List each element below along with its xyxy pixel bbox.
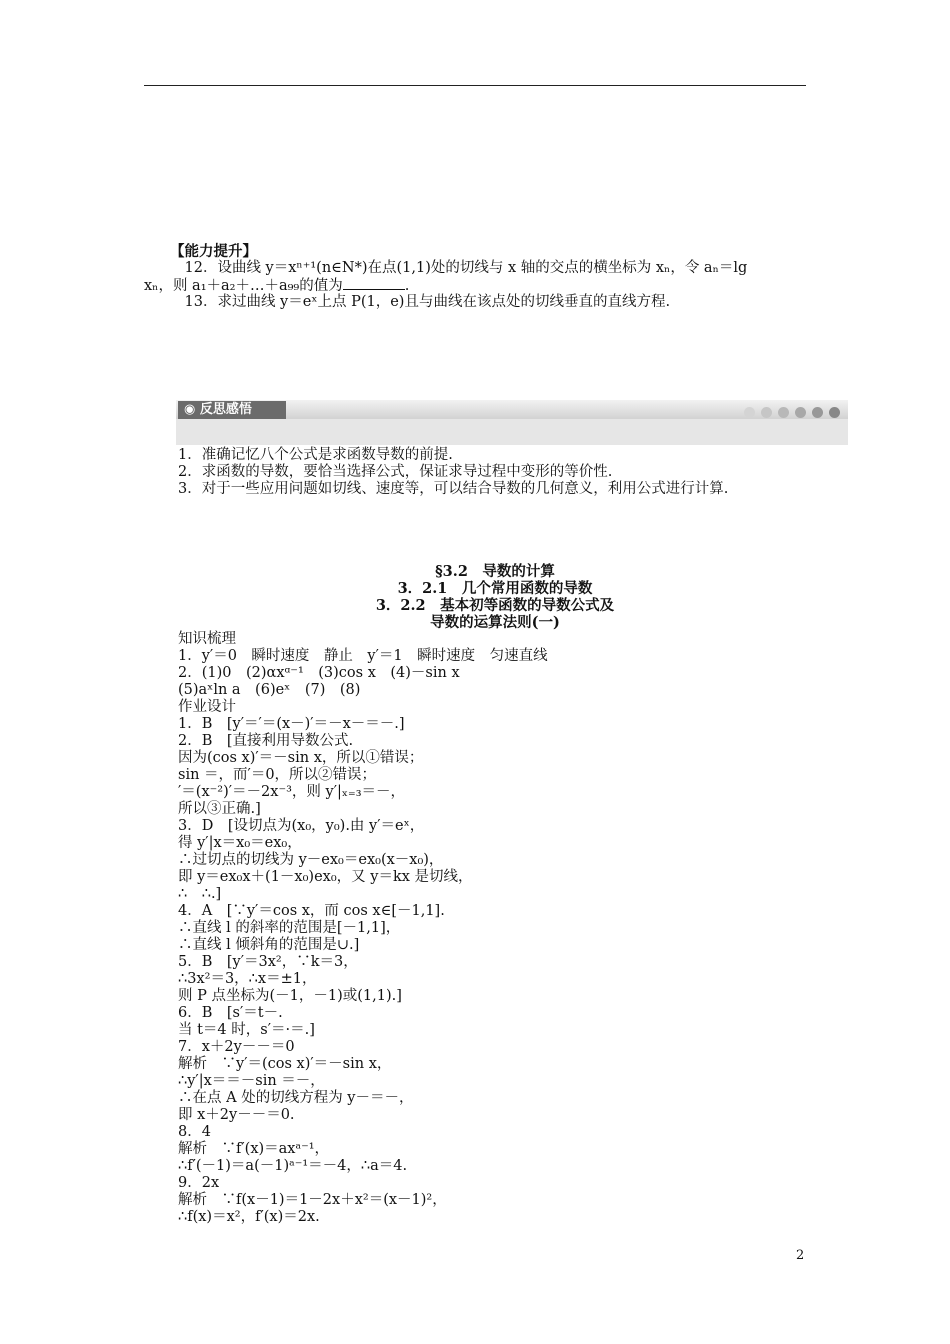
answer-line: 5．B [y′＝3x²，∵k＝3， bbox=[178, 954, 358, 970]
reflection-banner bbox=[176, 400, 848, 445]
answer-line: 则 P 点坐标为(－1，－1)或(1,1).] bbox=[178, 988, 402, 1004]
answer-line: 所以③正确.] bbox=[178, 801, 261, 817]
answer-line: 知识梳理 bbox=[178, 631, 236, 647]
answer-lines bbox=[178, 631, 548, 1226]
answer-line: 2．(1)0 (2)αxᵅ⁻¹ (3)cos x (4)－sin x bbox=[178, 665, 460, 681]
answer-blank bbox=[343, 277, 405, 290]
answer-line: 9．2x bbox=[178, 1175, 220, 1191]
answer-line: ∴在点 A 处的切线方程为 y－＝－， bbox=[178, 1090, 414, 1106]
answer-line: 即 x＋2y－－＝0. bbox=[178, 1107, 295, 1123]
reflection-list bbox=[178, 447, 728, 498]
page-number: 2 bbox=[796, 1248, 805, 1263]
answer-line: ∴直线 l 的斜率的范围是[－1,1]， bbox=[178, 920, 401, 936]
ability-heading: 【能力提升】 bbox=[170, 243, 257, 260]
question-12-text: xₙ，则 a₁＋a₂＋…＋a₉₉的值为 bbox=[144, 278, 343, 294]
answer-line: 7．x＋2y－－＝0 bbox=[178, 1039, 295, 1055]
answer-line: ∴ ∴.] bbox=[178, 886, 222, 902]
subsection-title: 3．2.1 几个常用函数的导数 bbox=[397, 580, 593, 597]
banner-body-bar bbox=[176, 419, 848, 445]
answer-line: 6．B [s′＝t－. bbox=[178, 1005, 283, 1021]
question-12-line1: 12．设曲线 y＝xⁿ⁺¹(n∈N*)在点(1,1)处的切线与 x 轴的交点的横坐标为 xₙ，令 aₙ＝lg bbox=[170, 260, 748, 276]
answer-line: 得 y′|x＝x₀＝ex₀， bbox=[178, 835, 302, 851]
answer-line: 2．B [直接利用导数公式. bbox=[178, 733, 354, 749]
reflection-item: 3．对于一些应用问题如切线、速度等，可以结合导数的几何意义，利用公式进行计算. bbox=[178, 481, 729, 497]
reflection-item: 1．准确记忆八个公式是求函数导数的前提. bbox=[178, 447, 453, 463]
answer-line: (5)aˣln a (6)eˣ (7) (8) bbox=[178, 682, 361, 698]
dot-icon bbox=[778, 407, 789, 418]
answer-line: ′＝(x⁻²)′＝－2x⁻³，则 y′|ₓ₌₃＝－， bbox=[178, 784, 406, 800]
header-rule bbox=[144, 85, 806, 86]
answer-line: 3．D [设切点为(x₀，y₀).由 y′＝eˣ， bbox=[178, 818, 425, 834]
question-12-end: . bbox=[404, 278, 410, 294]
answer-line: 8．4 bbox=[178, 1124, 211, 1140]
answer-line: ∴3x²＝3，∴x＝±1， bbox=[178, 971, 317, 987]
question-13: 13．求过曲线 y＝eˣ上点 P(1，e)且与曲线在该点处的切线垂直的直线方程. bbox=[170, 294, 671, 310]
answer-line: 4．A [∵y′＝cos x，而 cos x∈[－1,1]. bbox=[178, 903, 445, 919]
answer-titles bbox=[300, 563, 690, 631]
ability-section bbox=[170, 243, 747, 277]
answer-line: 因为(cos x)′＝－sin x，所以①错误； bbox=[178, 750, 424, 766]
answer-line: 解析 ∵f′(x)＝axᵃ⁻¹， bbox=[178, 1141, 330, 1157]
answer-line: sin ＝，而′＝0，所以②错误； bbox=[178, 767, 377, 783]
answer-line: 1．y′＝0 瞬时速度 静止 y′＝1 瞬时速度 匀速直线 bbox=[178, 648, 548, 664]
decorative-dots bbox=[738, 403, 840, 415]
answer-line: 解析 ∵f(x－1)＝1－2x＋x²＝(x－1)²， bbox=[178, 1192, 447, 1208]
reflection-label: ◉ 反思感悟 bbox=[178, 401, 286, 419]
dot-icon bbox=[795, 407, 806, 418]
dot-icon bbox=[761, 407, 772, 418]
answer-line: 解析 ∵y′＝(cos x)′＝－sin x， bbox=[178, 1056, 392, 1072]
dot-icon bbox=[829, 407, 840, 418]
answer-line: 1．B [y′＝′＝(x－)′＝－x－＝－.] bbox=[178, 716, 405, 732]
dot-icon bbox=[812, 407, 823, 418]
reflection-item: 2．求函数的导数，要恰当选择公式，保证求导过程中变形的等价性. bbox=[178, 464, 613, 480]
answer-line: 当 t＝4 时，s′＝·＝.] bbox=[178, 1022, 315, 1038]
section-title: §3.2 导数的计算 bbox=[435, 563, 555, 580]
answer-line: ∴过切点的切线为 y－ex₀＝ex₀(x－x₀)， bbox=[178, 852, 444, 868]
answer-line: ∴y′|x＝＝－sin ＝－， bbox=[178, 1073, 325, 1089]
subsection-title: 3．2.2 基本初等函数的导数公式及 bbox=[375, 597, 615, 614]
answer-line: 作业设计 bbox=[178, 699, 236, 715]
dot-icon bbox=[744, 407, 755, 418]
answer-line: ∴f′(－1)＝a(－1)ᵃ⁻¹＝－4，∴a＝4. bbox=[178, 1158, 408, 1174]
question-12-line2 bbox=[144, 277, 409, 295]
answer-line: ∴直线 l 倾斜角的范围是∪.] bbox=[178, 937, 360, 953]
answer-line: ∴f(x)＝x²，f′(x)＝2x. bbox=[178, 1209, 320, 1225]
answer-line: 即 y＝ex₀x＋(1－x₀)ex₀，又 y＝kx 是切线， bbox=[178, 869, 473, 885]
subsection-title: 导数的运算法则(一) bbox=[430, 614, 560, 631]
